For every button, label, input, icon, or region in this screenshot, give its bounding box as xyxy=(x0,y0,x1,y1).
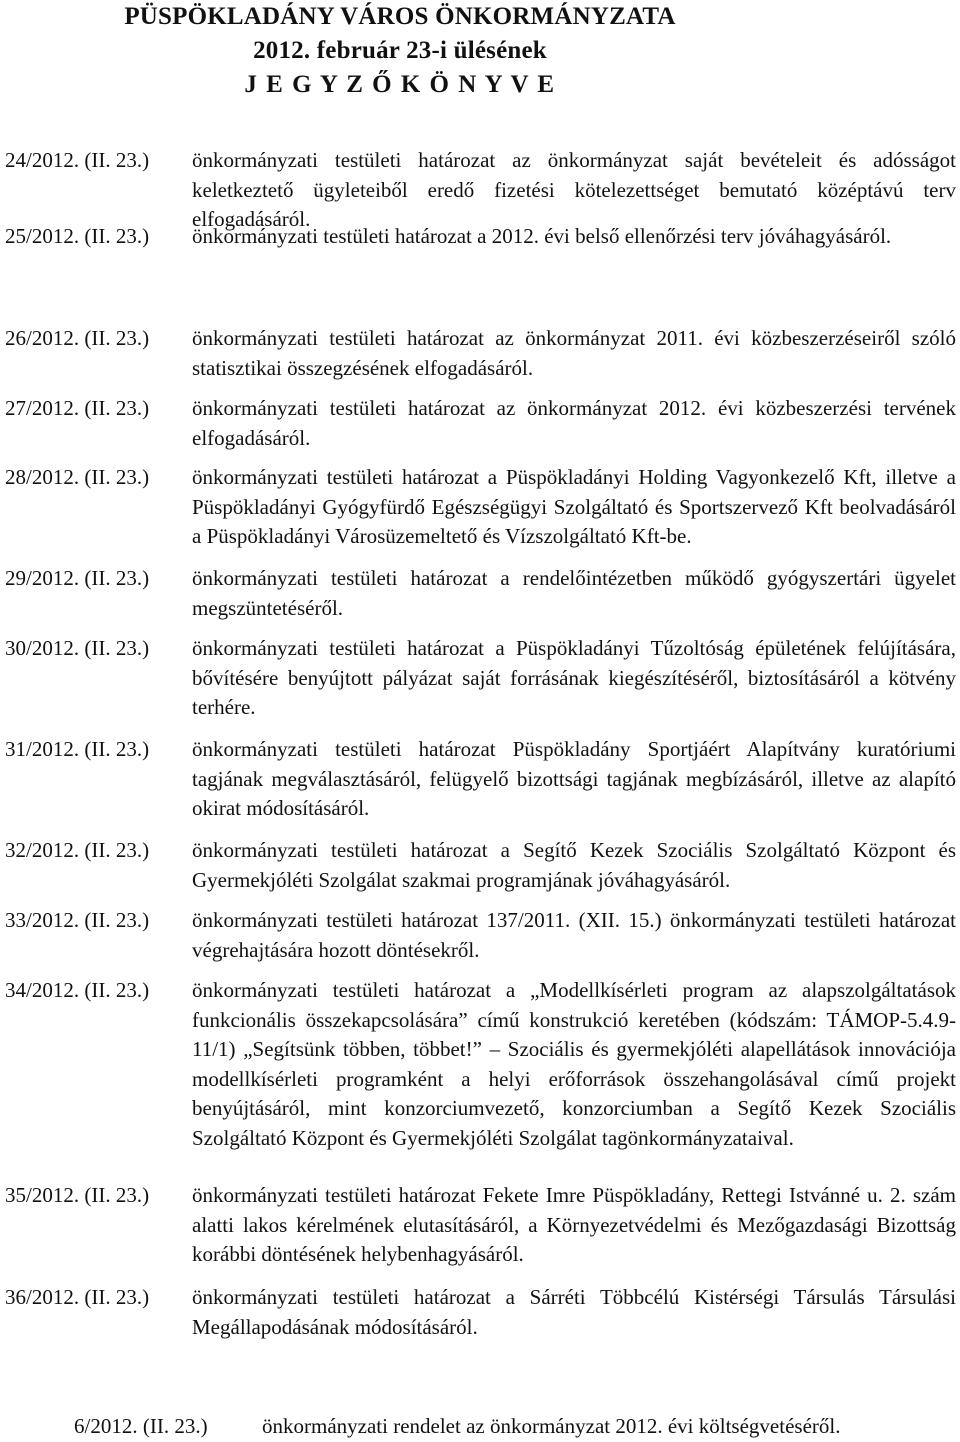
meeting-date: 2012. február 23-i ülésének xyxy=(253,37,547,64)
resolution-number: 29/2012. (II. 23.) xyxy=(5,566,150,590)
resolution-text: önkormányzati testületi határozat a rendelőintézetben működő gyógyszertári ügyelet megszüntetéséről. xyxy=(192,566,956,620)
resolution-number: 26/2012. (II. 23.) xyxy=(5,326,150,350)
resolution-text: önkormányzati testületi határozat a „Modellkísérleti program az alapszolgáltatások funkcionális összekapcsolására” című konstrukció keretében (kódszám: TÁMOP-5.4.9-11/1) „Segítsünk többen, többet!” – Szociális és gyermekjóléti alapellátások innovációja modellkísérleti programként a helyi erőforrások összehangolásával című projekt benyújtásáról, mint konzorciumvezető, konzorciumban a Segítő Kezek Szociális Szolgáltató Központ és Gyermekjóléti Szolgálat tagönkormányzataival. xyxy=(192,978,956,1150)
resolution-text: önkormányzati testületi határozat 137/2011. (XII. 15.) önkormányzati testületi határozat végrehajtására hozott döntésekről. xyxy=(192,908,956,962)
resolution-text: önkormányzati testületi határozat az önkormányzat 2012. évi közbeszerzési tervének elfogadásáról. xyxy=(192,396,956,450)
resolution-text: önkormányzati testületi határozat a Segítő Kezek Szociális Szolgáltató Központ és Gyermekjóléti Szolgálat szakmai programjának jóváhagyásáról. xyxy=(192,838,956,892)
resolution-text: önkormányzati testületi határozat a 2012. évi belső ellenőrzési terv jóváhagyásáról. xyxy=(192,224,892,248)
document-title: PÜSPÖKLADÁNY VÁROS ÖNKORMÁNYZATA xyxy=(124,3,676,30)
resolution-text: önkormányzati testületi határozat az önkormányzat saját bevételeit és adósságot keletkeztető ügyleteiből eredő fizetési kötelezettséget bemutató középtávú terv elfogadásáról. xyxy=(192,148,956,232)
resolution-text: önkormányzati testületi határozat a Püspökladányi Tűzoltóság épületének felújítására, bővítésére benyújtott pályázat saját forrásának kiegészítéséről, biztosításáról a kötvény terhére. xyxy=(192,636,956,720)
resolution-number: 32/2012. (II. 23.) xyxy=(5,838,150,862)
resolution-text: önkormányzati testületi határozat Püspökladány Sportjáért Alapítvány kuratóriumi tagjának megválasztásáról, felügyelő bizottsági tagjának megbízásáról, illetve az alapító okirat módosításáról. xyxy=(192,737,956,821)
resolution-number: 31/2012. (II. 23.) xyxy=(5,737,150,761)
resolution-number: 36/2012. (II. 23.) xyxy=(5,1285,150,1309)
regulation-text: önkormányzati rendelet az önkormányzat 2012. évi költségvetéséről. xyxy=(262,1414,841,1438)
minutes-label: J E G Y Z Ő K Ö N Y V E xyxy=(244,71,556,98)
resolution-text: önkormányzati testületi határozat az önkormányzat 2011. évi közbeszerzéseiről szóló statisztikai összegzésének elfogadásáról. xyxy=(192,326,956,380)
resolution-number: 30/2012. (II. 23.) xyxy=(5,636,150,660)
resolution-number: 28/2012. (II. 23.) xyxy=(5,465,150,489)
resolution-number: 25/2012. (II. 23.) xyxy=(5,224,150,248)
resolution-number: 27/2012. (II. 23.) xyxy=(5,396,150,420)
resolution-text: önkormányzati testületi határozat a Püspökladányi Holding Vagyonkezelő Kft, illetve a Püspökladányi Gyógyfürdő Egészségügyi Szolgáltató és Sportszervező Kft beolvadásáról a Püspökladányi Városüzemeltető és Vízszolgáltató Kft-be. xyxy=(192,465,956,549)
resolution-number: 35/2012. (II. 23.) xyxy=(5,1183,150,1207)
resolution-number: 33/2012. (II. 23.) xyxy=(5,908,150,932)
resolution-text: önkormányzati testületi határozat Fekete Imre Püspökladány, Rettegi Istvánné u. 2. szám alatti lakos kérelmének elutasításáról, a Környezetvédelmi és Mezőgazdasági Bizottság korábbi döntésének helybenhagyásáról. xyxy=(192,1183,956,1267)
regulation-number: 6/2012. (II. 23.) xyxy=(74,1414,208,1438)
resolution-number: 34/2012. (II. 23.) xyxy=(5,978,150,1002)
resolution-text: önkormányzati testületi határozat a Sárréti Többcélú Kistérségi Társulás Társulási Megállapodásának módosításáról. xyxy=(192,1285,956,1339)
resolution-number: 24/2012. (II. 23.) xyxy=(5,148,150,172)
